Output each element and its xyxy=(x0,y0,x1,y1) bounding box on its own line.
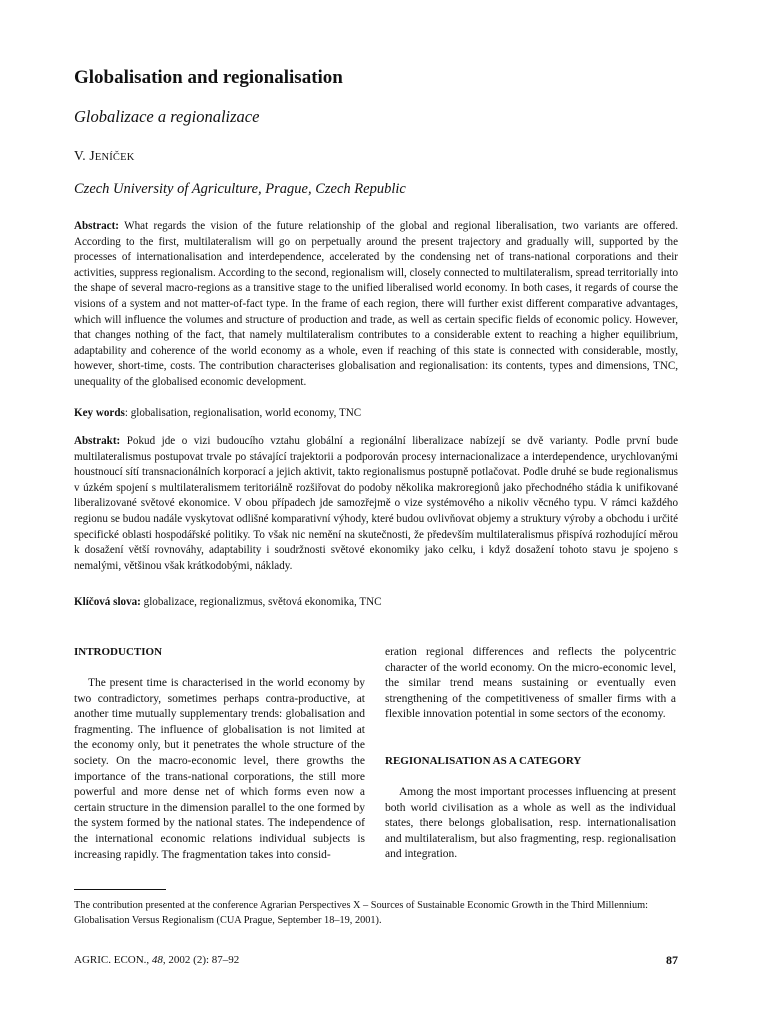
column-left xyxy=(74,645,365,863)
keywords-english xyxy=(74,406,678,422)
column-right xyxy=(385,645,676,863)
introduction-paragraph: The present time is characterised in the world economy by two contradictory, sometimes perhaps contra-productive, at another time mutually supplementary trends: globalisation and fragmenting. The influence of globalisation is not limited at the economy only, but it penetrates the whole structure of the society. On the macro-economic level, there growths the importance of the trans-national corporations, the still more powerful and more dense net of which forms even now a certain structure in the dimension parallel to the one formed by the system formed by the national states. The independence of the international economic relations individual subjects is increasing rapidly. The fragmentation takes into consid- xyxy=(74,677,365,861)
keywords-text: : globalisation, regionalisation, world economy, TNC xyxy=(124,407,362,419)
abstrakt-label: Abstrakt: xyxy=(74,435,121,447)
regionalisation-heading: REGIONALISATION AS A CATEGORY xyxy=(385,754,582,767)
abstract-czech xyxy=(74,434,678,574)
author-surname: ENÍČEK xyxy=(94,152,135,163)
regionalisation-paragraph: Among the most important processes influencing at present both world civilisation as a whole as well as the individual states, there belongs globalisation, resp. internationalisation and multilateralism, but also fragmenting, resp. regionalisation and integration. xyxy=(385,785,676,861)
abstrakt-text: Pokud jde o vizi budoucího vztahu globální a regionální liberalizace nabízejí se dvě varianty. Podle první bude multilateralismus postupovat trvale po stávající trajektorii a podporován procesy internacionalizace a interdependence, urychlovanými houstnoucí sítí transnacionálních korporací a jejich aktivit, takto regionalismus postupně potlačovat. Podle druhé se bude regionalismus v úzkém spojení s multilateralismem teritoriálně rozšiřovat do podoby několika makroregionů jako přechodného stádia k unifikované liberalizované světové ekonomice. V obou případech jde samozřejmě o vize systémového a nikoliv věcného typu. V rámci každého regionu se budou nadále vyskytovat odlišné komparativní výhody, které budou ovlivňovat objemy a struktury výroby a obchodu i určité specifické oblasti hospodářské politiky. To však nic nemění na skutečnosti, že především multilateralismus přispívá rozhodující měrou k dosažení větší rovnováhy, adaptability i soudržnosti světové ekonomiky jako celku, i když dosažení tohoto stavu je spojeno s nemalými, většinou však krátkodobými, náklady. xyxy=(74,435,678,572)
abstract-text: What regards the vision of the future relationship of the global and regional liberalisation, two variants are offered. According to the first, multilateralism will go on perpetually around the present trajectory and gradually will, supported by the processes of internationalisation and interdependence, accelerated by the condensing net of trans-national corporations and their activities, suppress regionalism. According to the second, regionalism will, closely connected to multilateralism, spread territorially into the shape of several macro-regions as a transitive stage to the unified liberalised world economy. In both cases, it regards of course the visions of a system and not matter-of-fact type. In the frame of each region, there will further exist different comparative advantages, which will influence the volumes and structure of production and trade, as well as certain specific fields of economic policy. However, that changes nothing of the fact, that namely multilateralism contributes to a considerable extent to reaching a higher equilibrium, adaptability and coherence of the world economy as a whole, even if reaching of this state is connected with considerable, mostly, however, short-time, costs. The contribution characterises globalisation and regionalisation: its contents, types and dimensions, TNC, unequality of the globalised economic development. xyxy=(74,220,678,388)
journal-prefix: AGRIC. ECON., xyxy=(74,954,152,966)
author-initial: V. J xyxy=(74,148,95,163)
footnote-rule xyxy=(74,889,166,890)
klicova-slova-label: Klíčová slova: xyxy=(74,596,141,608)
abstract-english xyxy=(74,219,678,391)
journal-volume: 48 xyxy=(151,954,163,966)
author-name xyxy=(74,147,694,167)
page-number: 87 xyxy=(666,953,678,967)
introduction-paragraph-continued: eration regional differences and reflects the polycentric character of the world economy. On the micro-economic level, the similar trend means sustaining or eventually even strengthening of the competitiveness of smaller firms with a flexible innovation potential in some sectors of the economy. xyxy=(385,646,676,721)
paper-subtitle: Globalizace a regionalizace xyxy=(74,107,260,126)
keywords-czech xyxy=(74,595,678,611)
keywords-label: Key words xyxy=(74,407,125,419)
paper-title: Globalisation and regionalisation xyxy=(74,67,343,88)
journal-suffix: , 2002 (2): 87–92 xyxy=(162,954,240,966)
introduction-heading: INTRODUCTION xyxy=(74,646,163,658)
klicova-slova-text: globalizace, regionalizmus, světová ekonomika, TNC xyxy=(140,596,382,608)
journal-citation xyxy=(74,953,239,968)
footnote: The contribution presented at the conference Agrarian Perspectives X – Sources of Sustainable Economic Growth in the Third Millennium: Globalisation Versus Regionalism (CUA Prague, September 18–19, 2001). xyxy=(74,900,648,926)
abstract-label: Abstract: xyxy=(74,220,119,232)
author-affiliation: Czech University of Agriculture, Prague, Czech Republic xyxy=(74,181,406,197)
